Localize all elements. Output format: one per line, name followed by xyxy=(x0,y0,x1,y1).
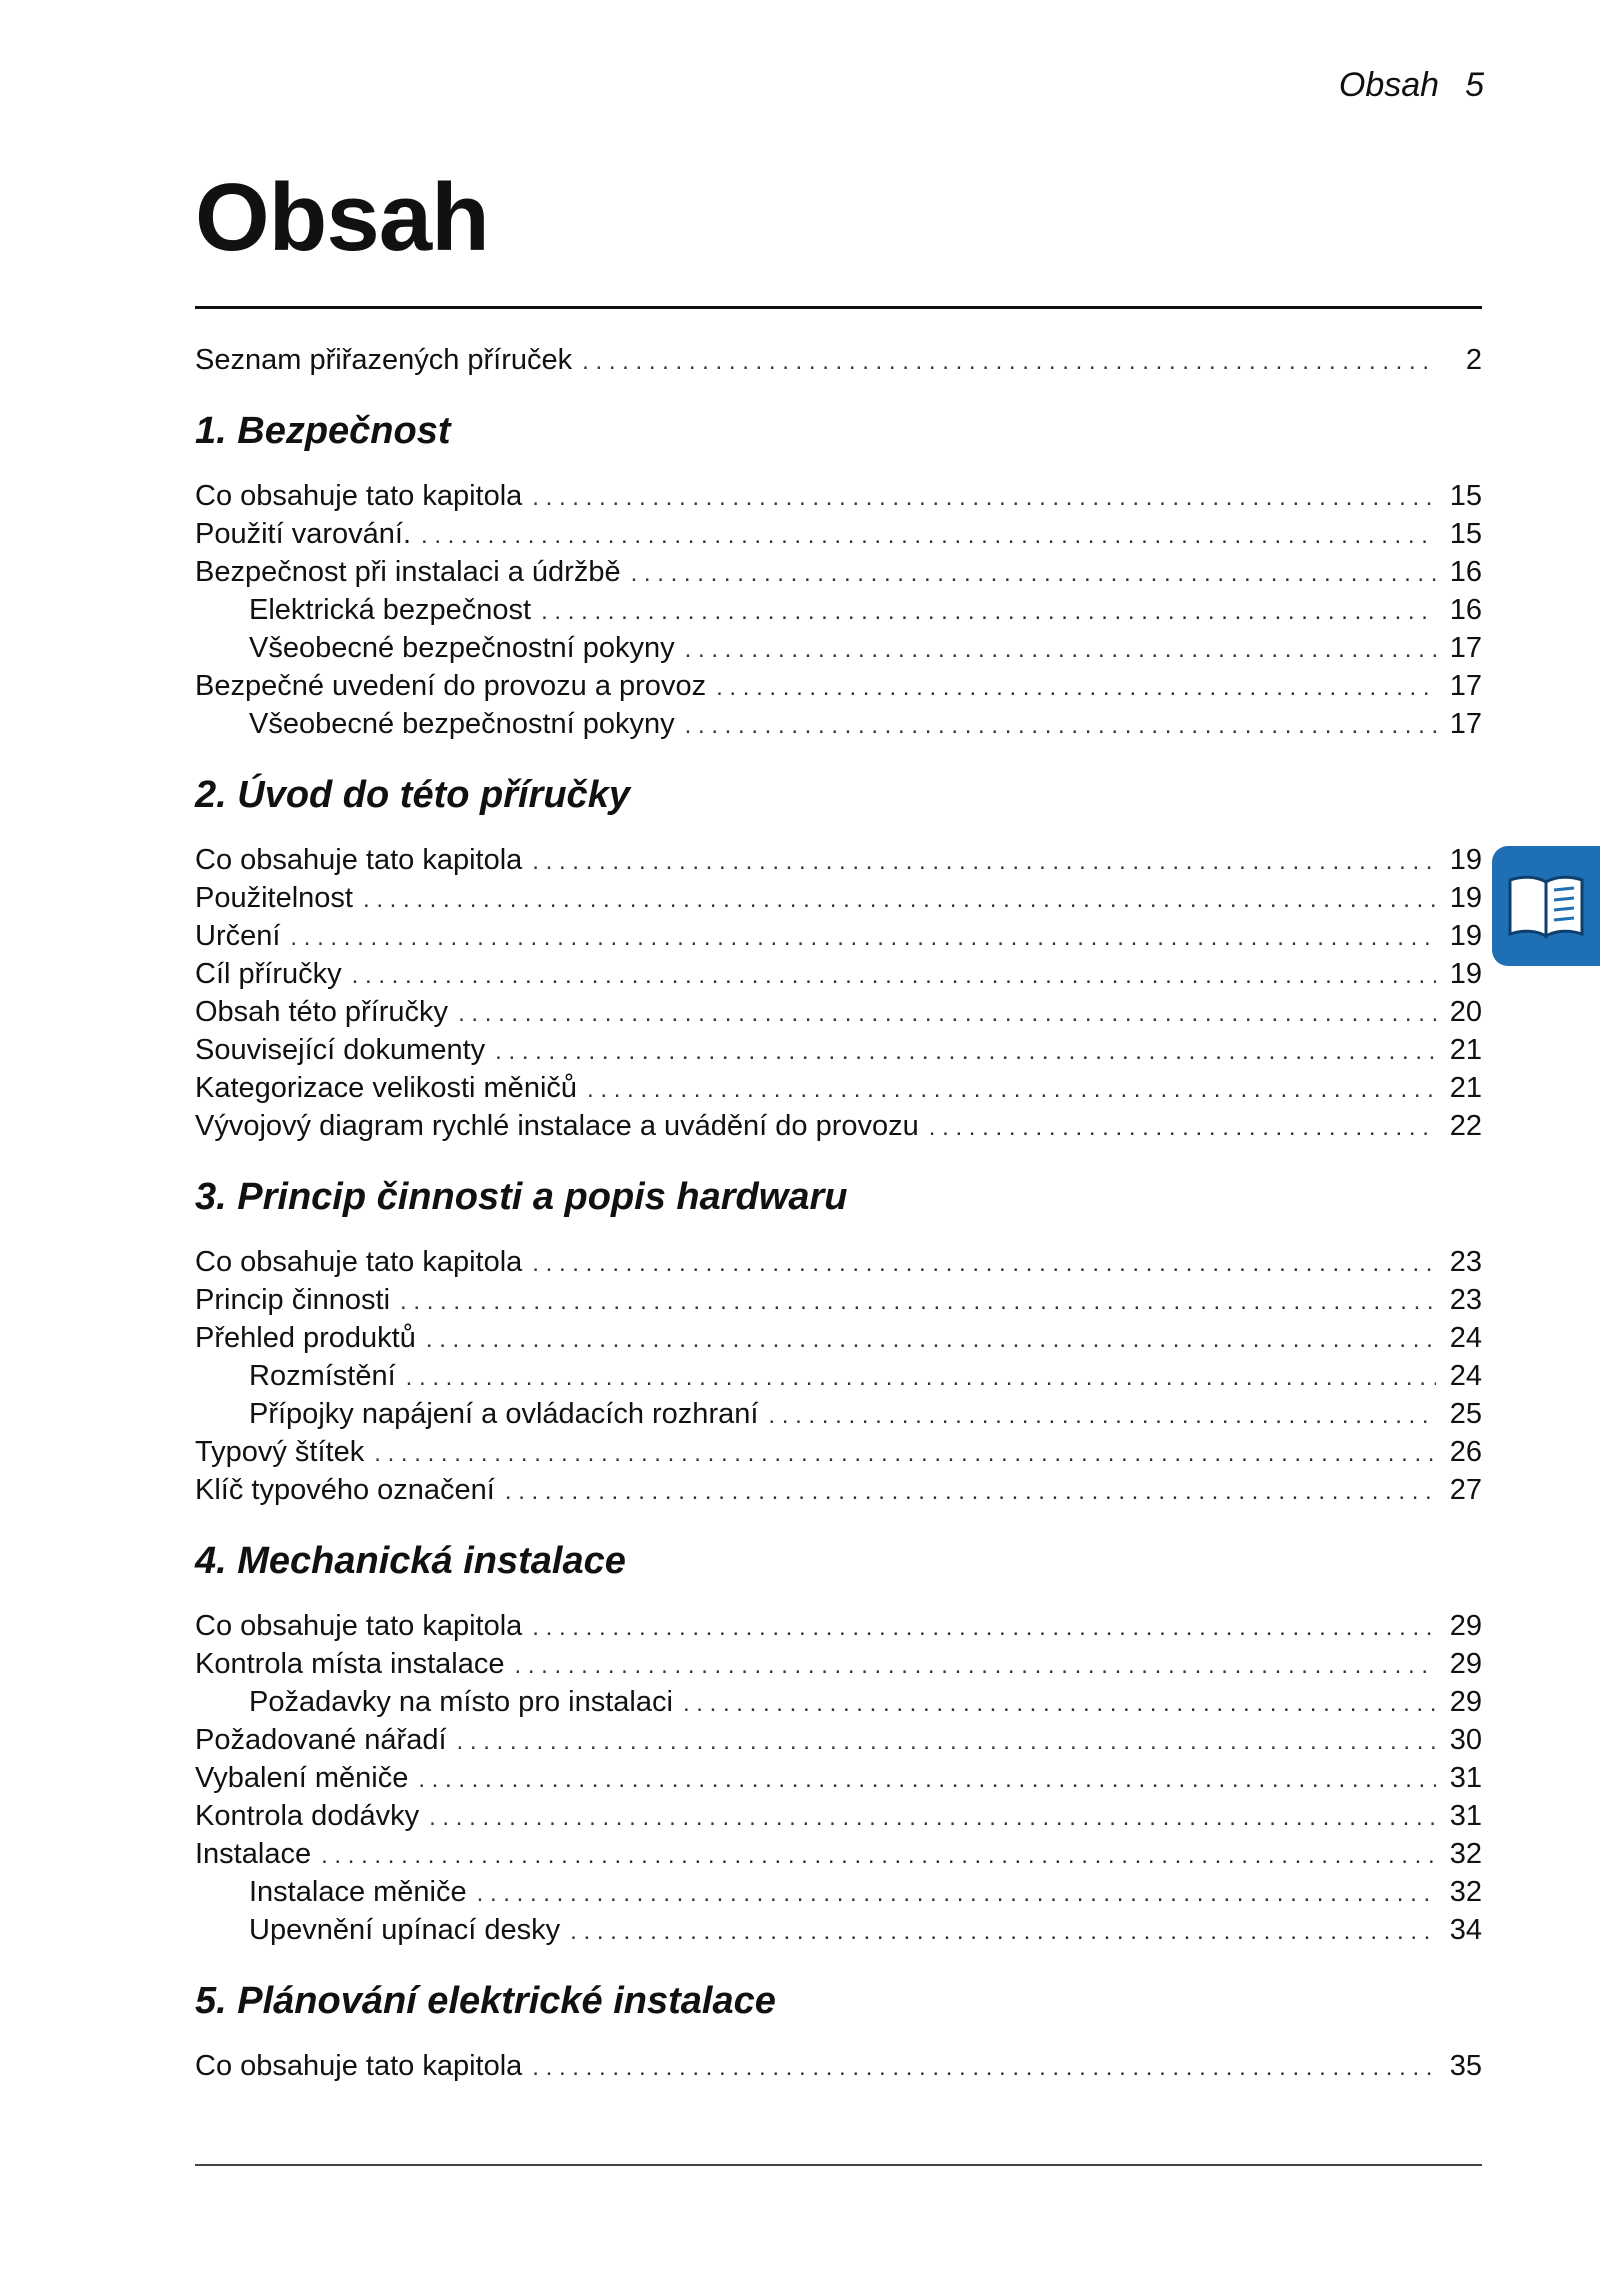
toc-entry-label: Seznam přiřazených příruček xyxy=(195,344,573,376)
leader-dots xyxy=(768,1397,1436,1435)
toc-entry-label: Klíč typového označení xyxy=(195,1474,495,1506)
leader-dots xyxy=(290,919,1436,957)
toc-entry-label: Co obsahuje tato kapitola xyxy=(195,480,523,512)
leader-dots xyxy=(514,1647,1436,1685)
toc-entry-page: 15 xyxy=(1449,518,1482,550)
table-of-contents xyxy=(195,341,1482,2085)
toc-entry-label: Požadované nářadí xyxy=(195,1724,447,1756)
chapter-heading[interactable]: 5. Plánování elektrické instalace xyxy=(195,1980,776,2022)
toc-subentry[interactable] xyxy=(195,1357,1482,1395)
toc-entry-label: Co obsahuje tato kapitola xyxy=(195,1246,523,1278)
leader-dots xyxy=(458,995,1436,1033)
leader-dots xyxy=(685,631,1436,669)
toc-entry-page: 24 xyxy=(1449,1322,1482,1354)
toc-entry-page: 19 xyxy=(1449,882,1482,914)
toc-entry-label: Instalace xyxy=(195,1838,312,1870)
toc-entry-label: Kontrola místa instalace xyxy=(195,1648,505,1680)
book-icon xyxy=(1504,868,1588,944)
toc-entry-page: 29 xyxy=(1449,1648,1482,1680)
leader-dots xyxy=(532,1245,1436,1283)
toc-entry-page: 19 xyxy=(1449,920,1482,952)
toc-entry[interactable] xyxy=(195,2047,1482,2085)
leader-dots xyxy=(426,1321,1436,1359)
toc-entry[interactable] xyxy=(195,1471,1482,1509)
toc-entry-page: 23 xyxy=(1449,1246,1482,1278)
leader-dots xyxy=(631,555,1436,593)
toc-entry[interactable] xyxy=(195,1797,1482,1835)
leader-dots xyxy=(532,1609,1436,1647)
toc-entry[interactable] xyxy=(195,477,1482,515)
leader-dots xyxy=(477,1875,1436,1913)
toc-entry-page: 17 xyxy=(1449,632,1482,664)
toc-entry[interactable] xyxy=(195,667,1482,705)
toc-entry-label: Všeobecné bezpečnostní pokyny xyxy=(249,708,675,740)
toc-entry[interactable] xyxy=(195,553,1482,591)
toc-entry-label: Obsah této příručky xyxy=(195,996,449,1028)
toc-entry-label: Co obsahuje tato kapitola xyxy=(195,1610,523,1642)
leader-dots xyxy=(457,1723,1436,1761)
toc-entry-page: 34 xyxy=(1449,1914,1482,1946)
toc-entry-label: Přehled produktů xyxy=(195,1322,416,1354)
leader-dots xyxy=(421,517,1436,555)
toc-entry-page: 22 xyxy=(1449,1110,1482,1142)
toc-subentry[interactable] xyxy=(195,1873,1482,1911)
toc-entry[interactable] xyxy=(195,1069,1482,1107)
leader-dots xyxy=(406,1359,1436,1397)
toc-entry-page: 29 xyxy=(1449,1610,1482,1642)
toc-entry[interactable] xyxy=(195,1607,1482,1645)
toc-entry[interactable] xyxy=(195,1433,1482,1471)
toc-entry[interactable] xyxy=(195,515,1482,553)
toc-entry-page: 17 xyxy=(1449,670,1482,702)
toc-entry[interactable] xyxy=(195,1107,1482,1145)
toc-entry-label: Přípojky napájení a ovládacích rozhraní xyxy=(249,1398,759,1430)
toc-entry-page: 26 xyxy=(1449,1436,1482,1468)
leader-dots xyxy=(532,843,1436,881)
toc-entry-page: 24 xyxy=(1449,1360,1482,1392)
leader-dots xyxy=(587,1071,1436,1109)
leader-dots xyxy=(495,1033,1436,1071)
chapter-heading[interactable]: 4. Mechanická instalace xyxy=(195,1540,626,1582)
toc-entry[interactable] xyxy=(195,341,1482,379)
toc-entry-page: 30 xyxy=(1449,1724,1482,1756)
toc-entry-page: 16 xyxy=(1449,556,1482,588)
toc-entry[interactable] xyxy=(195,1281,1482,1319)
toc-entry-page: 17 xyxy=(1449,708,1482,740)
toc-entry-page: 16 xyxy=(1449,594,1482,626)
toc-entry-page: 20 xyxy=(1449,996,1482,1028)
toc-entry-label: Kontrola dodávky xyxy=(195,1800,420,1832)
toc-entry-page: 19 xyxy=(1449,844,1482,876)
toc-entry[interactable] xyxy=(195,1243,1482,1281)
toc-entry-page: 27 xyxy=(1449,1474,1482,1506)
toc-entry-label: Požadavky na místo pro instalaci xyxy=(249,1686,673,1718)
toc-entry-label: Všeobecné bezpečnostní pokyny xyxy=(249,632,675,664)
toc-entry-label: Použití varování. xyxy=(195,518,411,550)
toc-entry[interactable] xyxy=(195,1031,1482,1069)
leader-dots xyxy=(363,881,1436,919)
running-header-section: Obsah xyxy=(1338,66,1440,104)
leader-dots xyxy=(352,957,1436,995)
toc-entry[interactable] xyxy=(195,955,1482,993)
toc-entry[interactable] xyxy=(195,1759,1482,1797)
toc-entry-label: Instalace měniče xyxy=(249,1876,467,1908)
toc-entry-label: Kategorizace velikosti měničů xyxy=(195,1072,578,1104)
toc-subentry[interactable] xyxy=(195,1911,1482,1949)
toc-entry-page: 23 xyxy=(1449,1284,1482,1316)
chapter-heading[interactable]: 2. Úvod do této příručky xyxy=(195,774,630,816)
toc-entry-page: 21 xyxy=(1449,1034,1482,1066)
toc-subentry[interactable] xyxy=(195,705,1482,743)
toc-entry-label: Upevnění upínací desky xyxy=(249,1914,561,1946)
toc-entry[interactable] xyxy=(195,917,1482,955)
toc-entry-page: 35 xyxy=(1449,2050,1482,2082)
toc-entry-label: Co obsahuje tato kapitola xyxy=(195,2050,523,2082)
toc-entry-label: Bezpečnost při instalaci a údržbě xyxy=(195,556,621,588)
toc-entry[interactable] xyxy=(195,1645,1482,1683)
toc-entry-label: Vybalení měniče xyxy=(195,1762,409,1794)
toc-entry-page: 25 xyxy=(1449,1398,1482,1430)
toc-entry[interactable] xyxy=(195,993,1482,1031)
leader-dots xyxy=(683,1685,1436,1723)
leader-dots xyxy=(505,1473,1436,1511)
running-header xyxy=(1339,66,1484,105)
chapter-heading[interactable]: 3. Princip činnosti a popis hardwaru xyxy=(195,1176,848,1218)
toc-subentry[interactable] xyxy=(195,629,1482,667)
toc-subentry[interactable] xyxy=(195,1683,1482,1721)
leader-dots xyxy=(429,1799,1436,1837)
toc-entry-page: 21 xyxy=(1449,1072,1482,1104)
toc-entry-page: 29 xyxy=(1449,1686,1482,1718)
toc-entry-page: 32 xyxy=(1449,1876,1482,1908)
toc-entry-page: 31 xyxy=(1449,1762,1482,1794)
toc-entry[interactable] xyxy=(195,879,1482,917)
leader-dots xyxy=(532,2049,1436,2087)
toc-entry-label: Použitelnost xyxy=(195,882,353,914)
toc-entry-label: Cíl příručky xyxy=(195,958,342,990)
toc-entry-label: Elektrická bezpečnost xyxy=(249,594,532,626)
toc-entry-label: Určení xyxy=(195,920,281,952)
leader-dots xyxy=(685,707,1436,745)
toc-entry-page: 31 xyxy=(1449,1800,1482,1832)
leader-dots xyxy=(321,1837,1436,1875)
toc-entry-label: Rozmístění xyxy=(249,1360,396,1392)
toc-entry-label: Související dokumenty xyxy=(195,1034,486,1066)
leader-dots xyxy=(929,1109,1436,1147)
toc-entry-page: 2 xyxy=(1465,344,1482,376)
toc-entry-label: Bezpečné uvedení do provozu a provoz xyxy=(195,670,707,702)
toc-entry-label: Co obsahuje tato kapitola xyxy=(195,844,523,876)
leader-dots xyxy=(570,1913,1436,1951)
toc-subentry[interactable] xyxy=(195,1395,1482,1433)
manual-side-tab[interactable] xyxy=(1492,846,1600,966)
running-header-page-number: 5 xyxy=(1465,66,1484,104)
page-title: Obsah xyxy=(195,164,489,271)
toc-entry-page: 19 xyxy=(1449,958,1482,990)
leader-dots xyxy=(418,1761,1436,1799)
title-divider xyxy=(195,306,1482,309)
toc-subentry[interactable] xyxy=(195,591,1482,629)
toc-entry-label: Typový štítek xyxy=(195,1436,365,1468)
leader-dots xyxy=(532,479,1436,517)
chapter-heading[interactable]: 1. Bezpečnost xyxy=(195,410,451,452)
toc-entry[interactable] xyxy=(195,841,1482,879)
leader-dots xyxy=(374,1435,1436,1473)
leader-dots xyxy=(400,1283,1436,1321)
footer-divider xyxy=(195,2164,1482,2166)
toc-entry[interactable] xyxy=(195,1319,1482,1357)
toc-entry-label: Princip činnosti xyxy=(195,1284,391,1316)
leader-dots xyxy=(716,669,1436,707)
toc-entry[interactable] xyxy=(195,1721,1482,1759)
leader-dots xyxy=(541,593,1436,631)
toc-entry-page: 15 xyxy=(1449,480,1482,512)
toc-entry-page: 32 xyxy=(1449,1838,1482,1870)
leader-dots xyxy=(582,343,1436,381)
toc-entry-label: Vývojový diagram rychlé instalace a uvádění do provozu xyxy=(195,1110,919,1142)
toc-entry[interactable] xyxy=(195,1835,1482,1873)
